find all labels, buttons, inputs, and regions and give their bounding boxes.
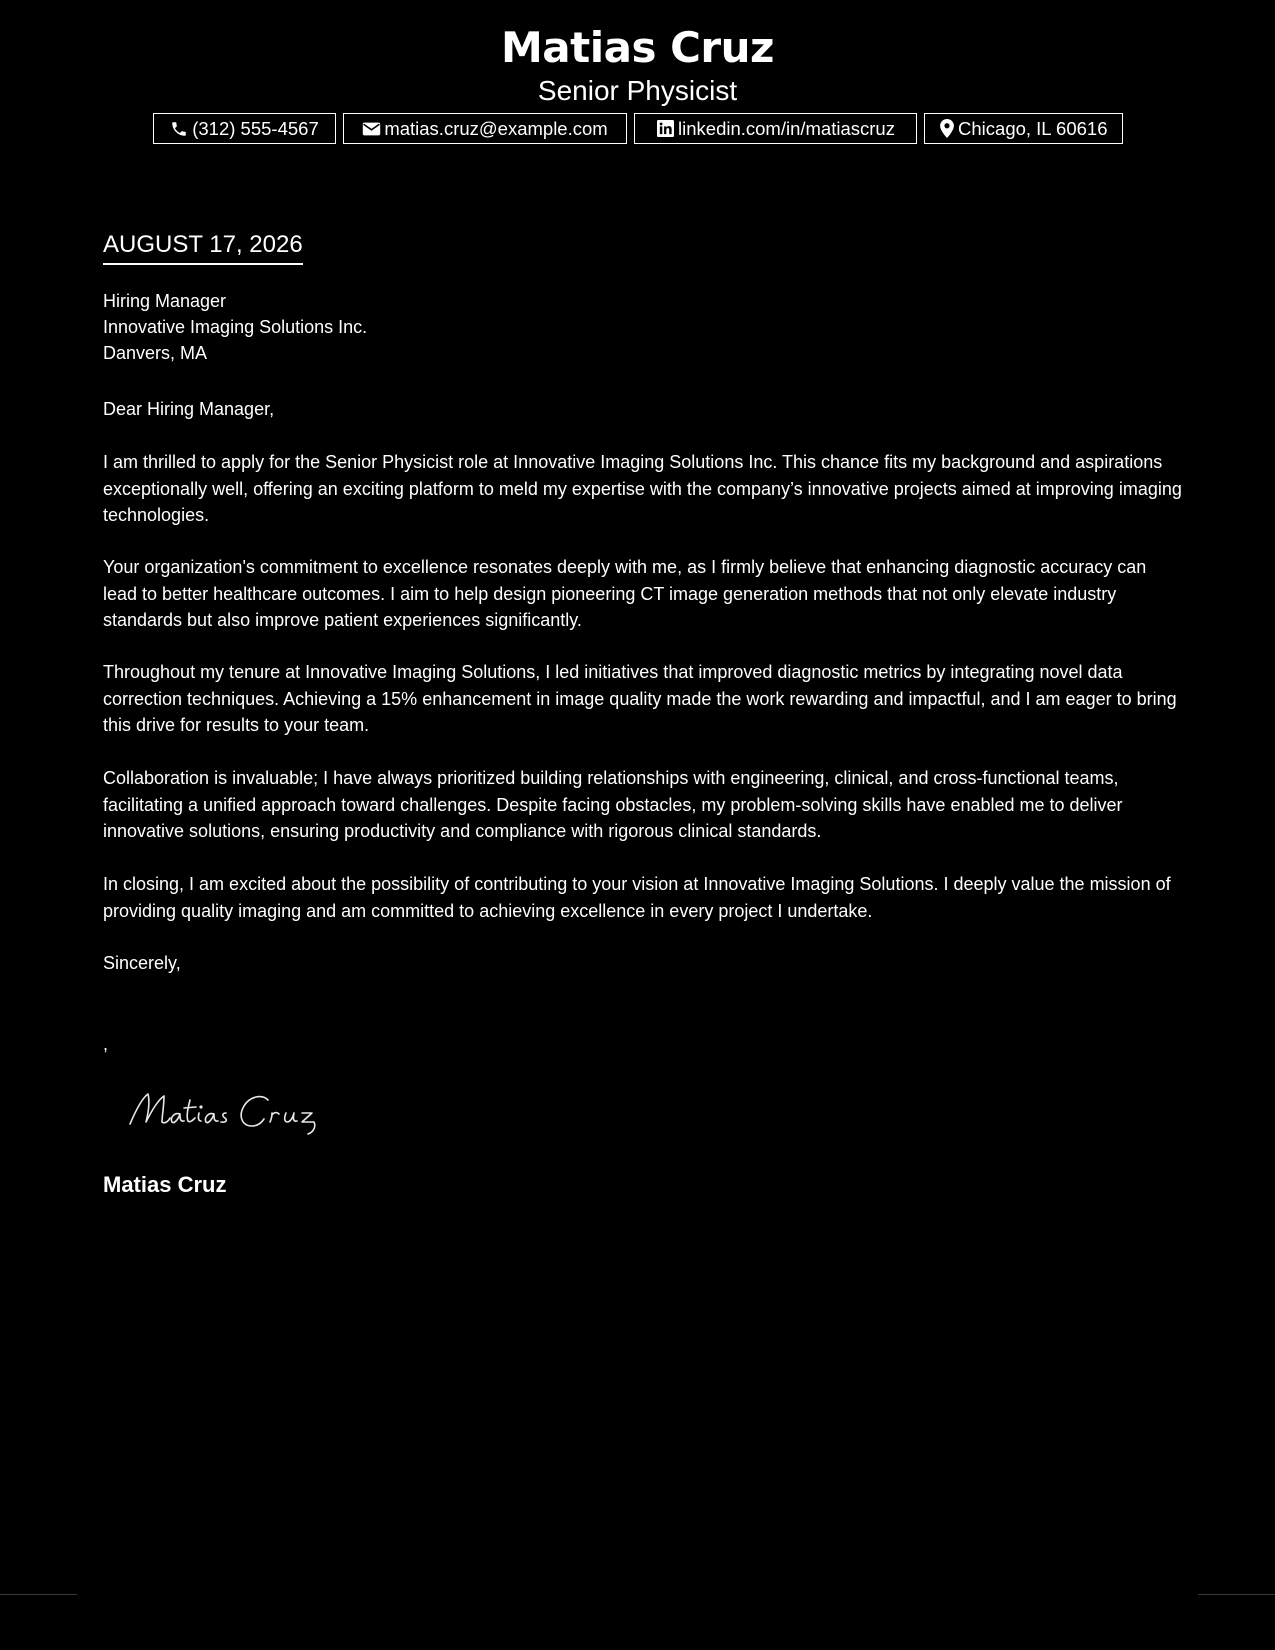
recipient-name: Hiring Manager — [103, 291, 227, 311]
body-paragraph-2: Your organization's commitment to excellence resonates deeply with me, as I firmly believe that enhancing diagnostic accuracy can lead to better healthcare outcomes. I aim to help design pioneering CT image generation methods that not only elevate industry standards but also improve patient experiences significantly. — [103, 557, 1147, 630]
contact-location[interactable] — [924, 113, 1123, 144]
contact-email[interactable] — [343, 113, 627, 144]
contact-phone[interactable] — [153, 113, 336, 144]
handwritten-signature — [126, 1088, 341, 1138]
signer-name: Matias Cruz — [103, 1172, 227, 1197]
applicant-name: Matias Cruz — [501, 23, 774, 72]
letterhead — [0, 22, 1275, 108]
map-pin-icon — [939, 119, 956, 139]
salutation: Dear Hiring Manager, — [103, 399, 275, 419]
body-paragraph-3: Throughout my tenure at Innovative Imaging Solutions, I led initiatives that improved diagnostic metrics by integrating novel data correction techniques. Achieving a 15% enhancement in image quality made the work rewarding and impactful, and I am eager to bring this drive for results to your team. — [103, 662, 1177, 735]
footer-divider-right — [1198, 1594, 1275, 1595]
phone-text: (312) 555-4567 — [192, 117, 319, 139]
body-paragraph-5: In closing, I am excited about the possibility of contributing to your vision at Innovative Imaging Solutions. I deeply value the mission of providing quality imaging and am committed to achieving excellence in every project I undertake. — [103, 874, 1171, 921]
recipient-location: Danvers, MA — [103, 343, 208, 363]
stray-comma: , — [103, 1034, 109, 1054]
footer-divider-left — [0, 1594, 77, 1595]
closing: Sincerely, — [103, 953, 181, 973]
envelope-icon — [361, 119, 381, 139]
applicant-title: Senior Physicist — [537, 75, 738, 106]
email-text: matias.cruz@example.com — [384, 117, 608, 139]
body-paragraph-4: Collaboration is invaluable; I have always prioritized building relationships with engineering, clinical, and cross-functional teams, facilitating a unified approach toward challenges. Despite facing obstacles, my problem-solving skills have enabled me to deliver innovative solutions, ensuring productivity and compliance with rigorous clinical standards. — [103, 768, 1123, 841]
letter-date: AUGUST 17, 2026 — [103, 230, 303, 265]
contact-bar — [0, 113, 1275, 144]
phone-icon — [169, 119, 189, 139]
linkedin-text: linkedin.com/in/matiascruz — [678, 117, 895, 139]
location-text: Chicago, IL 60616 — [958, 117, 1108, 139]
body-paragraph-1: I am thrilled to apply for the Senior Physicist role at Innovative Imaging Solutions Inc. This chance fits my background and aspirations exceptionally well, offering an exciting platform to meld my expertise with the company’s innovative projects aimed at improving imaging technologies. — [103, 452, 1182, 525]
recipient-block — [103, 288, 367, 366]
linkedin-icon — [655, 119, 675, 139]
contact-linkedin[interactable] — [634, 113, 917, 144]
recipient-company: Innovative Imaging Solutions Inc. — [103, 317, 368, 337]
